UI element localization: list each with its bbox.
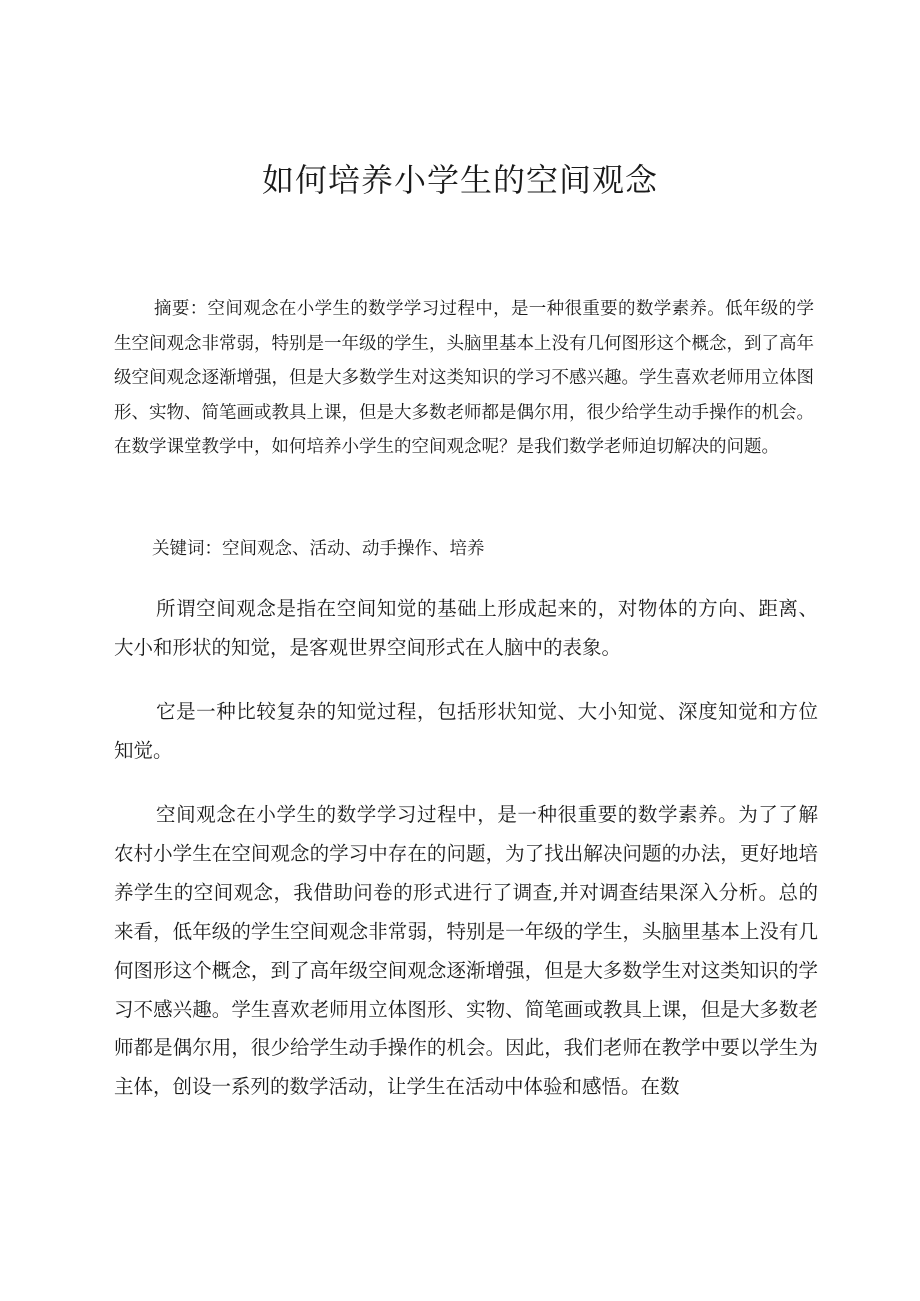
body-paragraph-1: 所谓空间观念是指在空间知觉的基础上形成起来的，对物体的方向、距离、大小和形状的知觉，是客观世界空间形式在人脑中的表象。: [114, 597, 818, 659]
body-paragraph-2: 它是一种比较复杂的知觉过程，包括形状知觉、大小知觉、深度知觉和方位知觉。: [114, 700, 818, 762]
document-title: 如何培养小学生的空间观念: [261, 161, 658, 199]
abstract-paragraph: 摘要：空间观念在小学生的数学学习过程中，是一种很重要的数学素养。低年级的学生空间观念非常弱，特别是一年级的学生，头脑里基本上没有几何图形这个概念，到了高年级空间观念逐渐增强，但是大多数学生对这类知识的学习不感兴趣。学生喜欢老师用立体图形、实物、简笔画或教具上课，但是大多数老师都是偶尔用，很少给学生动手操作的机会。在数学课堂教学中，如何培养小学生的空间观念呢？是我们数学老师迫切解决的问题。: [114, 299, 814, 458]
keywords-line: 关键词：空间观念、活动、动手操作、培养: [152, 539, 485, 559]
body-paragraph-3: 空间观念在小学生的数学学习过程中，是一种很重要的数学素养。为了了解农村小学生在空间观念的学习中存在的问题，为了找出解决问题的办法，更好地培养学生的空间观念，我借助问卷的形式进行了调查,并对调查结果深入分析。总的来看，低年级的学生空间观念非常弱，特别是一年级的学生，头脑里基本上没有几何图形这个概念，到了高年级空间观念逐渐增强，但是大多数学生对这类知识的学习不感兴趣。学生喜欢老师用立体图形、实物、简笔画或教具上课，但是大多数老师都是偶尔用，很少给学生动手操作的机会。因此，我们老师在教学中要以学生为主体，创设一系列的数学活动，让学生在活动中体验和感悟。在数: [114, 803, 818, 1099]
